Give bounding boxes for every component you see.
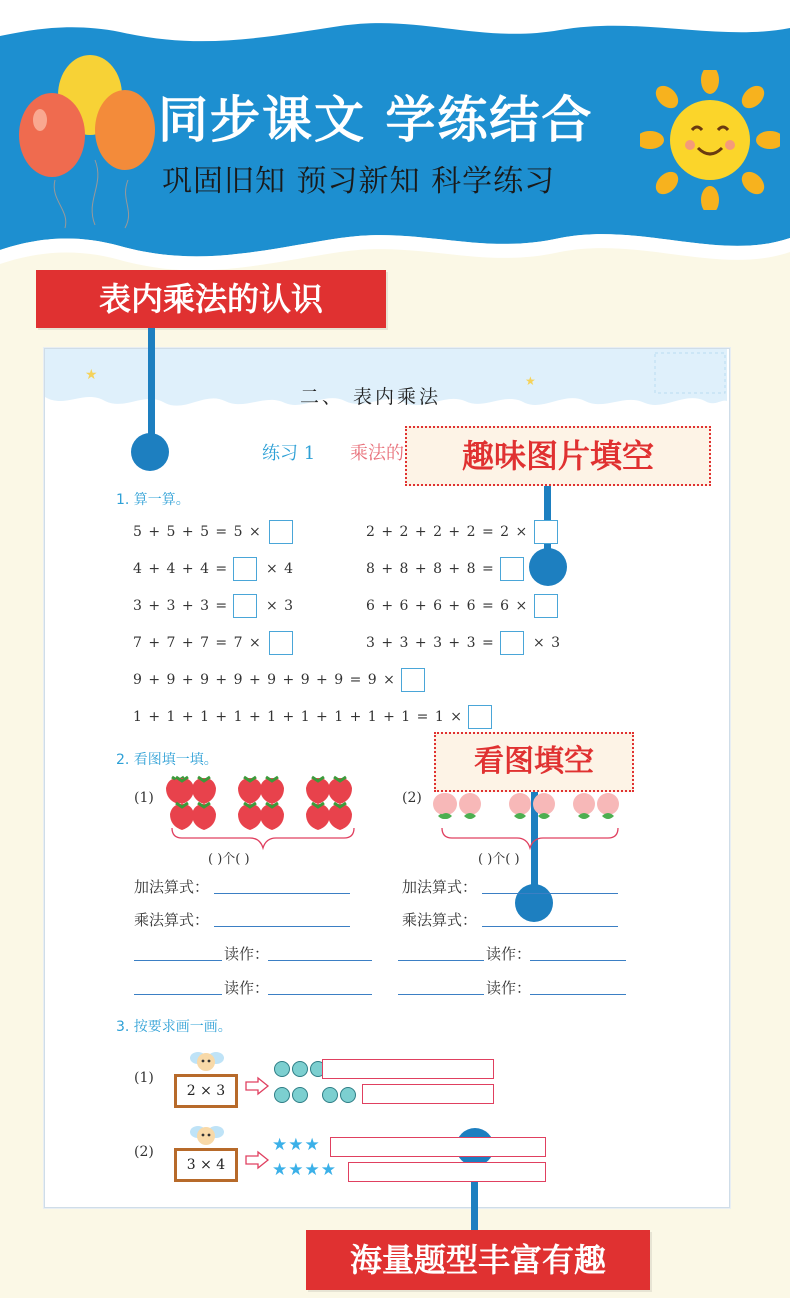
drawing-answer-box[interactable] (322, 1059, 494, 1079)
sun-icon (640, 70, 780, 210)
equation: × 4 (266, 561, 295, 577)
star-row-1: ★★★ (272, 1135, 321, 1155)
read-label: 读作： (224, 945, 270, 963)
equation: 9 + 9 + 9 + 9 + 9 + 9 + 9 = 9 × (133, 672, 396, 688)
peach-group-image (432, 790, 628, 826)
svg-text:★: ★ (525, 374, 536, 388)
connector-dot (529, 548, 567, 586)
answer-box[interactable] (534, 520, 558, 544)
equation: × 3 (533, 635, 562, 651)
equation: 4 + 4 + 4 = (133, 561, 229, 577)
connector-line (148, 328, 155, 448)
circle-row-1 (274, 1061, 328, 1081)
exercise-label: 练习 1 (262, 443, 316, 464)
multiplication-label: 乘法算式： (402, 911, 478, 929)
read-label: 读作： (486, 945, 532, 963)
arrow-right-icon (244, 1076, 270, 1096)
brace-caption: ( )个( ) (478, 852, 520, 867)
answer-box[interactable] (269, 520, 293, 544)
equation: 3 + 3 + 3 = (133, 598, 229, 614)
connector-dot (131, 433, 169, 471)
brace-icon (170, 826, 356, 852)
answer-line[interactable] (268, 960, 372, 961)
page-subtitle: 巩固旧知 预习新知 科学练习 (162, 164, 556, 199)
tag-picture-fill: 趣味图片填空 (405, 426, 711, 486)
part-label: (1) (134, 1070, 154, 1086)
answer-line[interactable] (482, 926, 618, 927)
equation: 3 + 3 + 3 + 3 = (366, 635, 495, 651)
answer-box[interactable] (500, 557, 524, 581)
connector-dot (515, 884, 553, 922)
answer-box[interactable] (534, 594, 558, 618)
equation: 5 + 5 + 5 = 5 × (133, 524, 262, 540)
answer-line[interactable] (482, 893, 618, 894)
bee-icon (186, 1122, 226, 1148)
answer-line[interactable] (214, 926, 350, 927)
equation: 6 + 6 + 6 + 6 = 6 × (366, 598, 529, 614)
answer-line[interactable] (214, 893, 350, 894)
answer-box[interactable] (468, 705, 492, 729)
circle-row-2 (274, 1087, 358, 1107)
tag-rich-question-types: 海量题型丰富有趣 (306, 1230, 650, 1290)
page-title: 同步课文 学练结合 (158, 91, 594, 149)
part-label: (1) (134, 790, 154, 806)
answer-line[interactable] (134, 960, 222, 961)
answer-box[interactable] (401, 668, 425, 692)
read-label: 读作： (486, 979, 532, 997)
answer-box[interactable] (500, 631, 524, 655)
part-label: (2) (134, 1144, 154, 1160)
tag-see-fill: 看图填空 (434, 732, 634, 792)
brace-icon (440, 826, 620, 852)
answer-line[interactable] (530, 960, 626, 961)
answer-box[interactable] (233, 557, 257, 581)
question-3-title: 3. 按要求画一画。 (116, 1019, 232, 1035)
answer-line[interactable] (268, 994, 372, 995)
bee-icon (186, 1048, 226, 1074)
equation: 2 + 2 + 2 + 2 = 2 × (366, 524, 529, 540)
equation: 8 + 8 + 8 + 8 = (366, 561, 495, 577)
answer-line[interactable] (530, 994, 626, 995)
drawing-answer-box[interactable] (330, 1137, 546, 1157)
drawing-answer-box[interactable] (348, 1162, 546, 1182)
math-board: 3 × 4 (174, 1148, 238, 1182)
multiplication-label: 乘法算式： (134, 911, 210, 929)
balloons-icon (10, 50, 160, 230)
tag-multiplication-intro: 表内乘法的认识 (36, 270, 386, 328)
arrow-right-icon (244, 1150, 270, 1170)
math-board: 2 × 3 (174, 1074, 238, 1108)
addition-label: 加法算式： (134, 878, 210, 896)
part-label: (2) (402, 790, 422, 806)
svg-text:★: ★ (85, 367, 98, 383)
answer-box[interactable] (269, 631, 293, 655)
equation: 7 + 7 + 7 = 7 × (133, 635, 262, 651)
exercise-topic: 乘法的 (350, 443, 404, 464)
question-2-title: 2. 看图填一填。 (116, 752, 218, 768)
equation: 1 + 1 + 1 + 1 + 1 + 1 + 1 + 1 + 1 = 1 × (133, 709, 463, 725)
star-row-2: ★★★★ (272, 1160, 337, 1180)
brace-caption: ( )个( ) (208, 852, 250, 867)
answer-box[interactable] (233, 594, 257, 618)
sheet-heading: 二、 表内乘法 (300, 386, 442, 408)
answer-line[interactable] (398, 994, 484, 995)
equation: × 3 (266, 598, 295, 614)
answer-line[interactable] (398, 960, 484, 961)
addition-label: 加法算式： (402, 878, 478, 896)
answer-line[interactable] (134, 994, 222, 995)
question-1-title: 1. 算一算。 (116, 492, 190, 508)
drawing-answer-box[interactable] (362, 1084, 494, 1104)
read-label: 读作： (224, 979, 270, 997)
